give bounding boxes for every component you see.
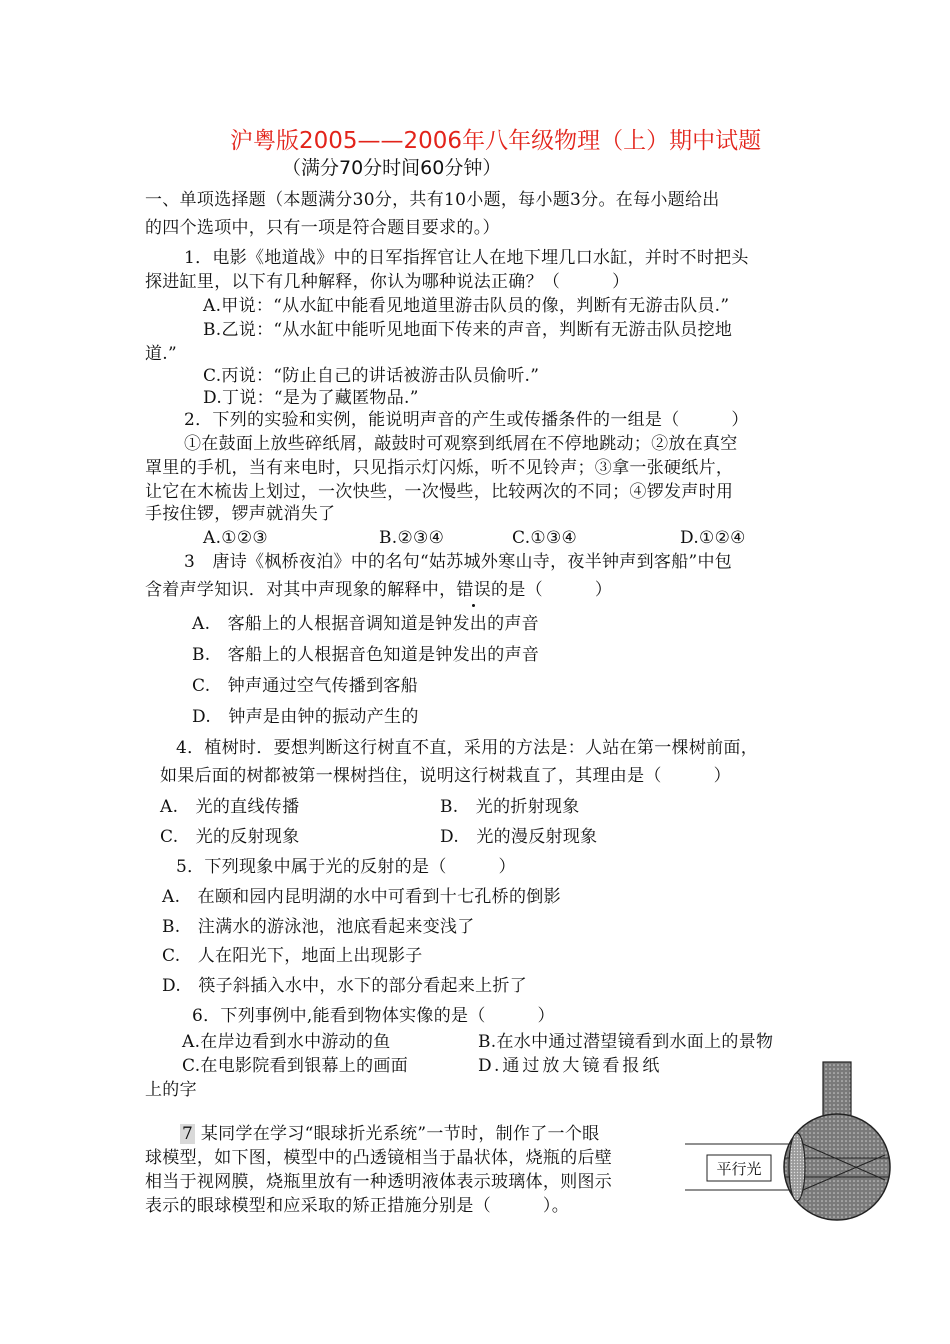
q3-option-c: C. 钟声通过空气传播到客船 (192, 676, 419, 696)
q4-option-d: D. 光的漫反射现象 (440, 827, 598, 847)
q6-option-d-line2: 上的字 (145, 1080, 197, 1100)
q4-stem-line2: 如果后面的树都被第一棵树挡住，说明这行树栽直了，其理由是（ ） (160, 766, 731, 786)
q1-option-a: A.甲说：“从水缸中能看见地道里游击队员的像，判断有无游击队员.” (203, 296, 730, 316)
q7-stem-line1-text: 某同学在学习“眼球折光系统”一节时，制作了一个眼 (200, 1124, 600, 1144)
parallel-light-label: 平行光 (716, 1160, 762, 1178)
q6-option-d-line1: D.通过放大镜看报纸 (478, 1056, 663, 1076)
q6-option-b: B.在水中通过潜望镜看到水面上的景物 (478, 1032, 774, 1052)
q3-option-b: B. 客船上的人根据音色知道是钟发出的声音 (192, 645, 540, 665)
q5-option-a: A. 在颐和园内昆明湖的水中可看到十七孔桥的倒影 (162, 887, 561, 907)
q1-option-b-line1: B.乙说：“从水缸中能听见地面下传来的声音，判断有无游击队员挖地 (203, 320, 733, 340)
q2-option-d: D.①②④ (680, 528, 746, 548)
q1-stem-line1: 1．电影《地道战》中的日军指挥官让人在地下埋几口水缸，并时不时把头 (184, 248, 749, 268)
q2-stem-line1: 2．下列的实验和实例，能说明声音的产生或传播条件的一组是（ ） (184, 410, 749, 430)
q5-stem: 5．下列现象中属于光的反射的是（ ） (176, 857, 516, 877)
q1-stem-line2: 探进缸里，以下有几种解释，你认为哪种说法正确？（ ） (145, 272, 630, 292)
q2-option-a: A.①②③ (203, 528, 268, 548)
q3-stem-line1: 3 唐诗《枫桥夜泊》中的名句“姑苏城外寒山寺，夜半钟声到客船”中包 (184, 552, 733, 572)
q4-option-c: C. 光的反射现象 (160, 827, 300, 847)
q6-option-a: A.在岸边看到水中游动的鱼 (182, 1032, 391, 1052)
q3-emphasis-text: 错误 (456, 580, 492, 600)
q3-emphasis-wrong (456, 580, 491, 600)
flask-neck (823, 1062, 851, 1122)
q3-option-d: D. 钟声是由钟的振动产生的 (192, 707, 419, 727)
q5-option-d: D. 筷子斜插入水中，水下的部分看起来上折了 (162, 976, 528, 996)
q7-number: 7 (182, 1124, 194, 1144)
q7-stem-line4: 表示的眼球模型和应采取的矫正措施分别是（ ）。 (145, 1196, 569, 1216)
q3-option-a: A. 客船上的人根据音调知道是钟发出的声音 (192, 614, 539, 634)
q7-stem-line3: 相当于视网膜，烧瓶里放有一种透明液体表示玻璃体，则图示 (145, 1172, 613, 1192)
q5-option-c: C. 人在阳光下，地面上出现影子 (162, 946, 423, 966)
q3-stem-line2 (145, 578, 612, 602)
q7-stem-line2: 球模型，如下图，模型中的凸透镜相当于晶状体，烧瓶的后壁 (145, 1148, 613, 1168)
section-intro-line2: 的四个选项中，只有一项是符合题目要求的。） (145, 218, 500, 238)
eye-model-figure (685, 1060, 950, 1230)
convex-lens (789, 1133, 805, 1201)
q6-option-c: C.在电影院看到银幕上的画面 (182, 1056, 409, 1076)
q6-stem: 6．下列事例中,能看到物体实像的是（ ） (192, 1006, 555, 1026)
page-title: 沪粤版2005——2006年八年级物理（上）期中试题 (230, 128, 762, 154)
q2-option-b: B.②③④ (379, 528, 445, 548)
q2-stem-line5: 手按住锣，锣声就消失了 (145, 504, 336, 524)
q5-option-b: B. 注满水的游泳池，池底看起来变浅了 (162, 917, 475, 937)
q3-stem-line2-start: 含着声学知识．对其中声现象的解释中， (145, 580, 457, 600)
q2-stem-line4: 让它在木梳齿上划过，一次快些，一次慢些，比较两次的不同；④锣发声时用 (145, 482, 734, 502)
section-intro-line1: 一、单项选择题（本题满分30分，共有10小题，每小题3分。在每小题给出 (145, 190, 720, 210)
q2-option-c: C.①③④ (512, 528, 578, 548)
q1-option-b-line2: 道.” (145, 344, 177, 364)
q1-option-d: D.丁说：“是为了藏匿物品.” (203, 388, 419, 408)
q1-option-c: C.丙说：“防止自己的讲话被游击队员偷听.” (203, 366, 540, 386)
q2-stem-line2: ①在鼓面上放些碎纸屑，敲鼓时可观察到纸屑在不停地跳动；②放在真空 (184, 434, 738, 454)
q4-option-b: B. 光的折射现象 (440, 797, 580, 817)
q4-option-a: A. 光的直线传播 (160, 797, 300, 817)
q3-stem-line2-end: 的是（ ） (491, 580, 613, 600)
q2-stem-line3: 罩里的手机，当有来电时，只见指示灯闪烁，听不见铃声；③拿一张硬纸片， (145, 458, 734, 478)
q7-stem-line1 (180, 1122, 599, 1146)
page-subtitle: （满分70分时间60分钟） (282, 157, 502, 179)
q4-stem-line1: 4．植树时．要想判断这行树直不直，采用的方法是：人站在第一棵树前面， (176, 738, 759, 758)
